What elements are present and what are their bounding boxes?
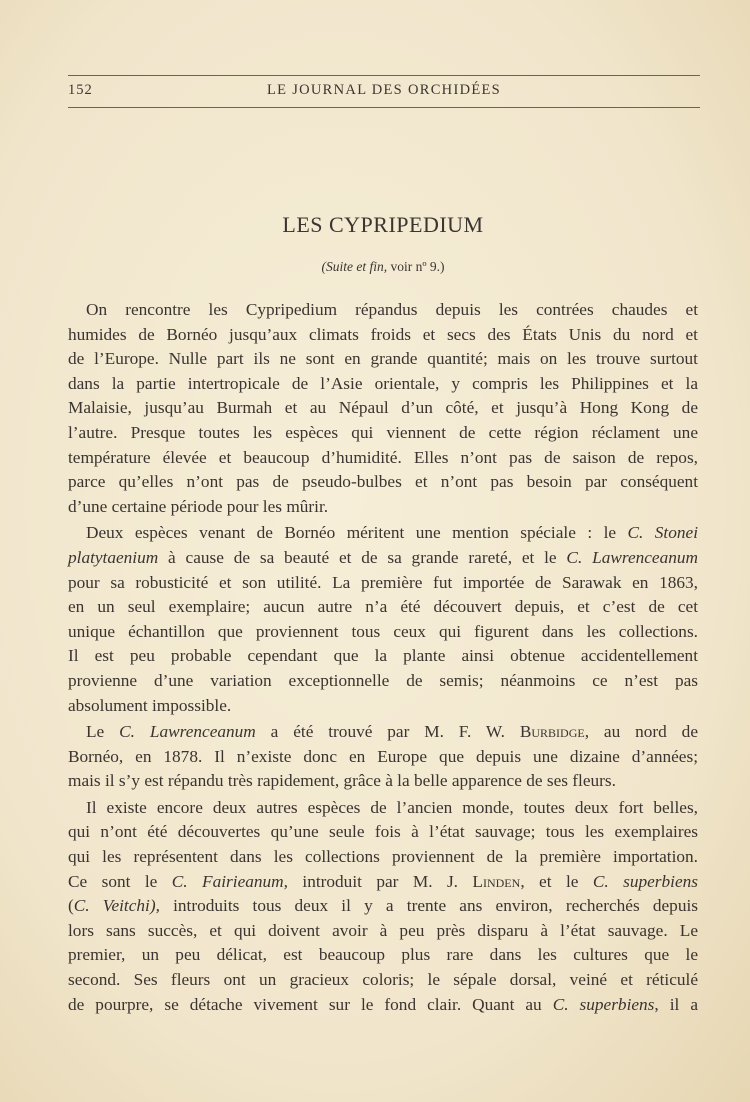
text-line (68, 495, 698, 520)
text-line (68, 720, 698, 745)
text-line (68, 470, 698, 495)
text-segment: Malaisie, jusqu’au Burmah et au Népaul d’un côté, et jusqu’à Hong Kong de (68, 398, 698, 418)
text-segment: température élevée et beaucoup d’humidité. Elles n’ont pas de saison de repos, (68, 447, 698, 467)
text-segment: humides de Bornéo jusqu’aux climats froids et secs des États Unis du nord et (68, 324, 698, 344)
text-line (68, 968, 698, 993)
text-segment: Bornéo, en 1878. Il n’existe donc en Europe que depuis une dizaine d’années; (68, 746, 698, 766)
text-line (68, 396, 698, 421)
text-line (68, 870, 698, 895)
header-top-rule (68, 75, 700, 76)
text-line (68, 745, 698, 770)
text-segment: absolument impossible. (68, 695, 232, 715)
text-segment: parce qu’elles n’ont pas de pseudo-bulbes et n’ont pas besoin par conséquent (68, 472, 698, 492)
text-segment: d’une certaine période pour les mûrir. (68, 496, 329, 516)
text-line (68, 669, 698, 694)
paragraph (68, 521, 698, 718)
italic-text: C. Lawrenceanum (566, 547, 698, 567)
text-segment: dans la partie intertropicale de l’Asie orientale, y compris les Philippines et la (68, 373, 698, 393)
italic-text: C. superbiens (552, 994, 655, 1014)
text-segment: introduit par M. J. (287, 871, 473, 891)
text-segment: a été trouvé par M. F. W. (255, 722, 520, 742)
italic-text: platytaenium (68, 547, 159, 567)
text-segment: de pourpre, se détache vivement sur le fond clair. Quant au (68, 994, 553, 1014)
text-line (68, 372, 698, 397)
text-line (68, 521, 698, 546)
text-line (68, 769, 698, 794)
text-segment: en un seul exemplaire; aucun autre n’a été découvert depuis, et c’est de cet (68, 597, 698, 617)
text-line (68, 796, 698, 821)
text-segment: qui n’ont été découvertes qu’une seule fois à l’état sauvage; tous les exemplaires (68, 822, 698, 842)
text-line (68, 820, 698, 845)
text-segment: second. Ses fleurs ont un gracieux coloris; le sépale dorsal, veiné et réticulé (68, 970, 698, 990)
text-line (68, 694, 698, 719)
text-line (68, 347, 698, 372)
text-line (68, 595, 698, 620)
subtitle-rest: voir nº 9.) (387, 259, 445, 274)
text-line (68, 298, 698, 323)
italic-text: C. Lawrenceanum (119, 722, 256, 742)
text-line (68, 323, 698, 348)
text-line (68, 421, 698, 446)
paragraph (68, 298, 698, 519)
text-line (68, 919, 698, 944)
text-segment: ( (68, 896, 74, 916)
text-segment: introduits tous deux il y a trente ans environ, recherchés depuis (159, 896, 698, 916)
text-segment: , et le (520, 871, 593, 891)
header-bottom-rule (68, 107, 700, 108)
text-line (68, 571, 698, 596)
text-segment: de l’Europe. Nulle part ils ne sont en grande quantité; mais on les trouve surtout (68, 349, 698, 369)
text-segment: Il existe encore deux autres espèces de l’ancien monde, toutes deux fort belles, (86, 797, 698, 817)
italic-text: C. Veitchi), (73, 896, 160, 916)
text-line (68, 620, 698, 645)
text-line (68, 993, 698, 1018)
text-segment: , au nord de (584, 722, 698, 742)
text-segment: mais il s’y est répandu très rapidement, grâce à la belle apparence de ses fleurs. (68, 771, 616, 791)
text-segment: l’autre. Presque toutes les espèces qui viennent de cette région réclament une (68, 422, 698, 442)
text-line (68, 845, 698, 870)
page-number: 152 (68, 82, 93, 98)
text-segment: lors sans succès, et qui doivent avoir à peu près disparu à l’état sauvage. Le (68, 920, 698, 940)
paragraph (68, 796, 698, 1017)
text-segment: On rencontre les Cypripedium répandus depuis les contrées chaudes et (86, 300, 698, 319)
text-segment: unique échantillon que proviennent tous ceux qui figurent dans les collections. (68, 621, 698, 641)
article-title: LES CYPRIPEDIUM (282, 212, 484, 237)
text-line (68, 546, 698, 571)
italic-text: C. Fairieanum, (171, 871, 288, 891)
running-header (68, 82, 700, 104)
text-segment: à cause de sa beauté et de sa grande rareté, et le (158, 547, 567, 567)
running-title: LE JOURNAL DES ORCHIDÉES (266, 82, 502, 98)
text-segment: Il est peu probable cependant que la plante ainsi obtenue accidentellement (68, 646, 698, 666)
text-segment: Le (86, 722, 120, 742)
text-segment: Ce sont le (68, 871, 172, 891)
text-line (68, 644, 698, 669)
text-segment: qui les représentent dans les collections proviennent de la première importation. (68, 847, 698, 867)
text-segment: provienne d’une variation exceptionnelle de semis; néanmoins ce n’est pas (68, 670, 698, 690)
article-body (68, 298, 698, 1019)
small-caps-name: Linden (472, 871, 521, 891)
small-caps-name: Burbidge (519, 722, 585, 742)
italic-text: C. Stonei (627, 523, 698, 543)
text-line (68, 446, 698, 471)
text-segment: premier, un peu délicat, est beaucoup plus rare dans les cultures que le (68, 945, 698, 965)
subtitle-italic: (Suite et fin, (321, 259, 388, 274)
text-segment: Deux espèces venant de Bornéo méritent une mention spéciale : le (86, 523, 628, 543)
italic-text: C. superbiens (592, 871, 699, 891)
text-segment: , il a (654, 994, 699, 1014)
text-segment: pour sa robusticité et son utilité. La première fut importée de Sarawak en 1863, (68, 572, 698, 592)
text-line (68, 943, 698, 968)
text-line (68, 894, 698, 919)
paragraph (68, 720, 698, 794)
article-subtitle (0, 259, 750, 275)
